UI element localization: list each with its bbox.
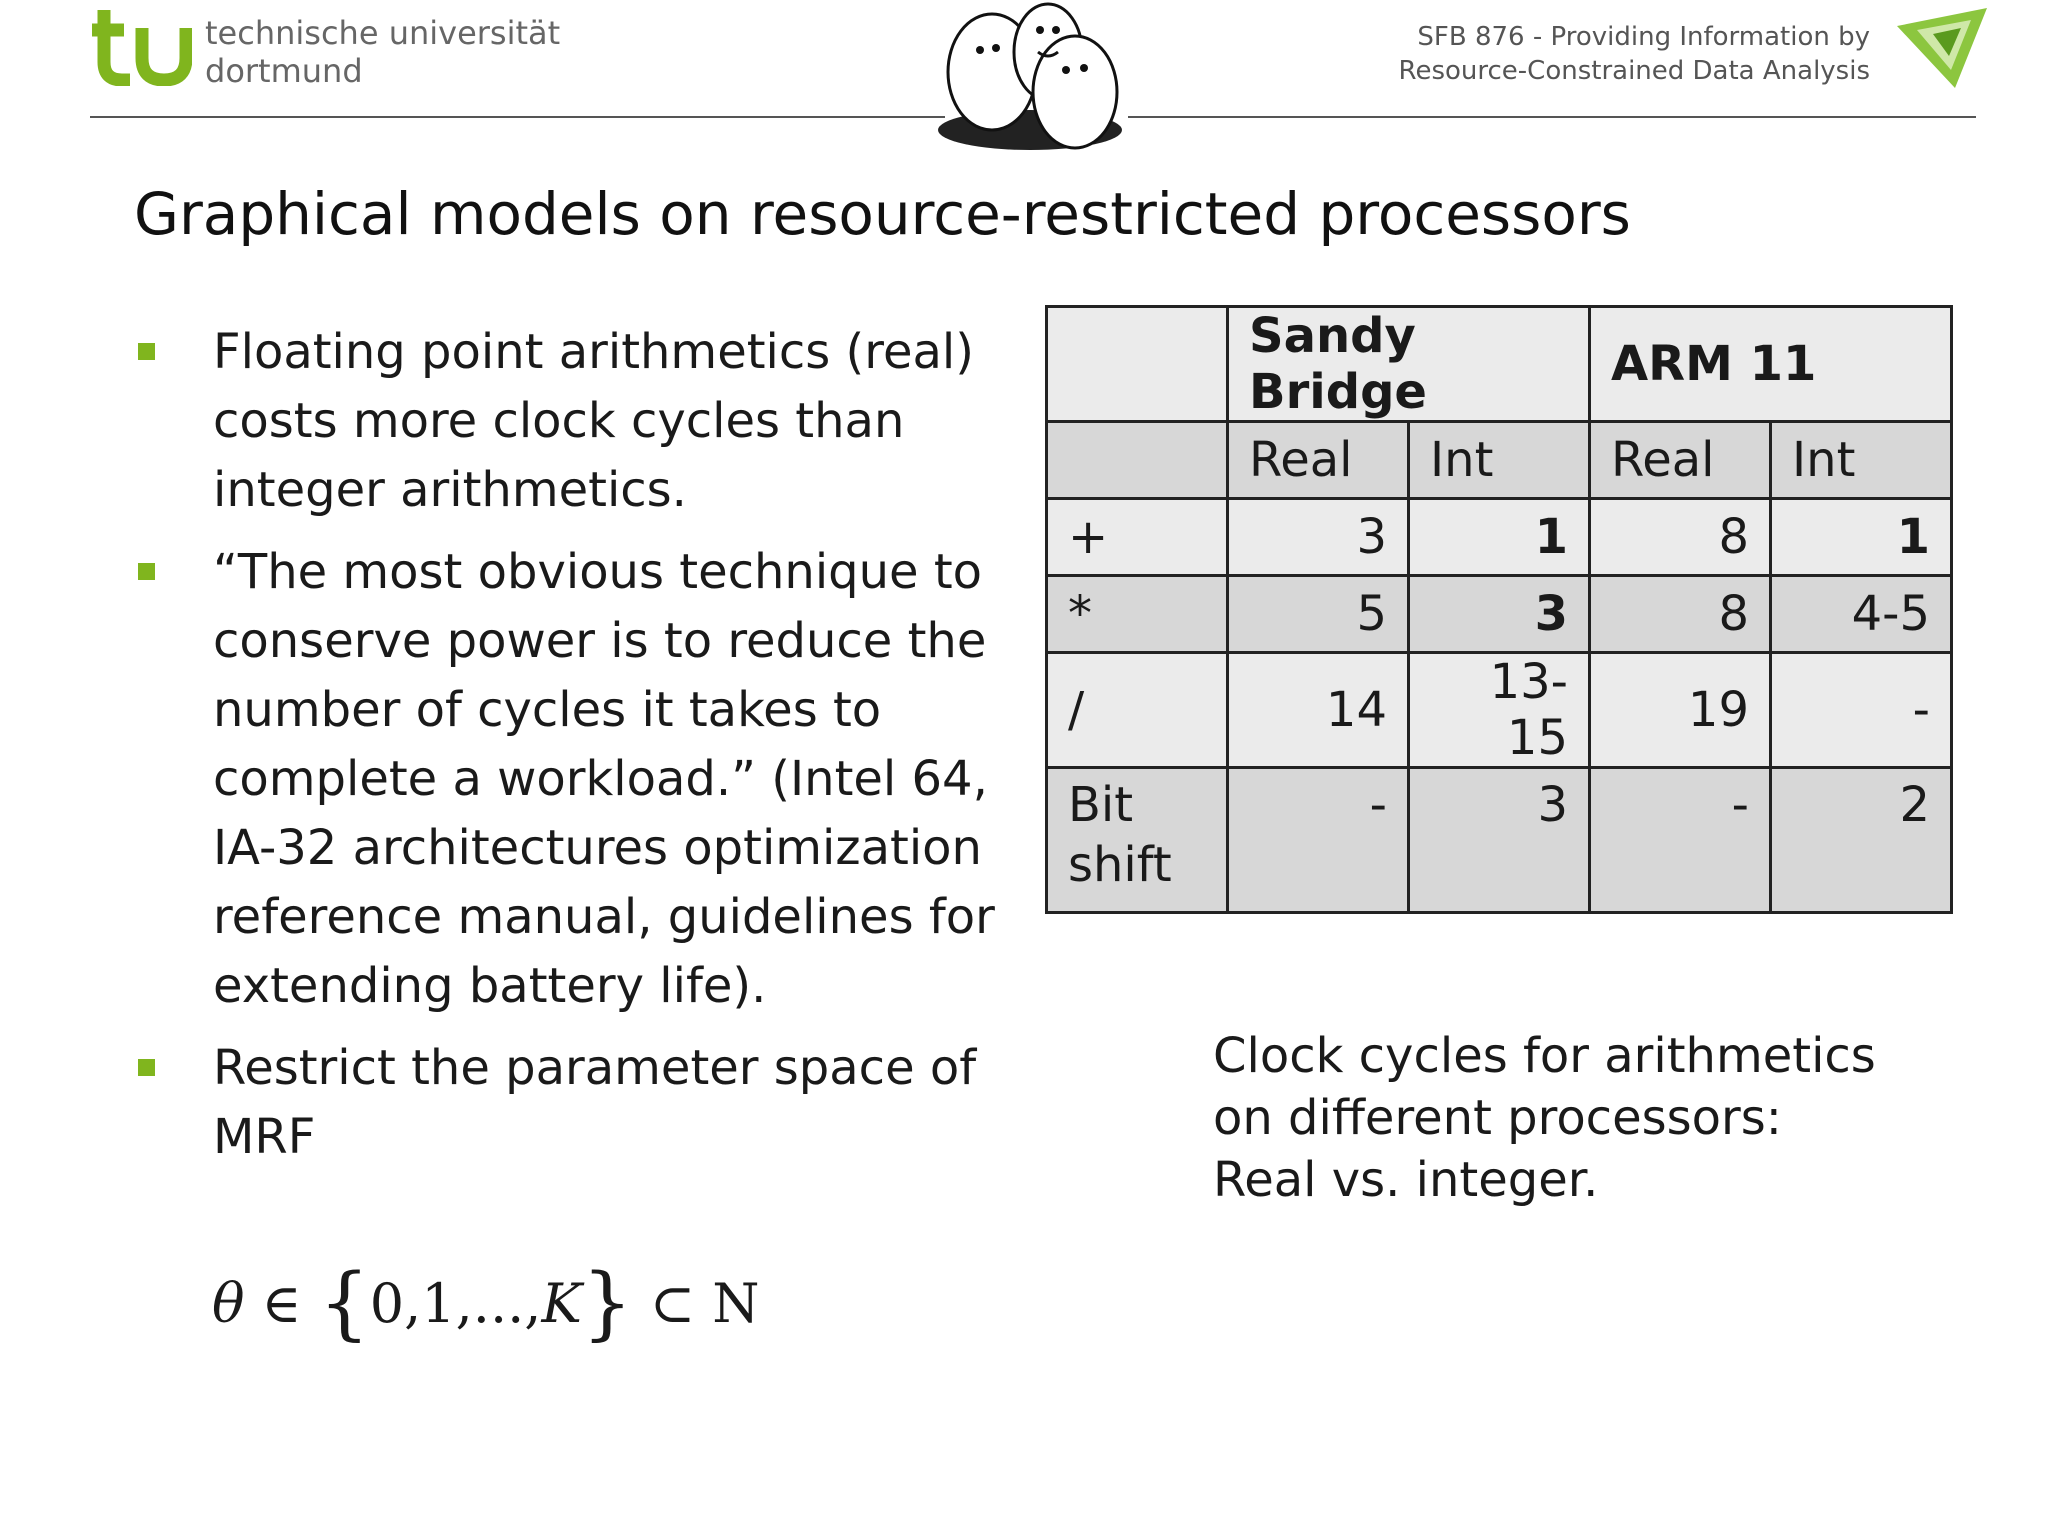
type-header: Int: [1409, 422, 1590, 499]
eggs-mascot-icon: [930, 0, 1130, 155]
table-corner-cell: [1047, 422, 1228, 499]
sfb-line-2: Resource-Constrained Data Analysis: [1398, 56, 1870, 86]
op-cell: Bit shift: [1047, 768, 1228, 913]
table-header-row: [1047, 307, 1952, 422]
type-header: Real: [1228, 422, 1409, 499]
clock-cycles-table: [1045, 305, 1953, 914]
value-cell: 19: [1590, 653, 1771, 768]
caption-line: Clock cycles for arithmetics: [1213, 1028, 1876, 1084]
formula-open-brace: {: [318, 1256, 370, 1349]
table-subheader-row: [1047, 422, 1952, 499]
value-cell: 8: [1590, 499, 1771, 576]
bullet-item: Floating point arithmetics (real) costs more clock cycles than integer arithmetics.: [134, 318, 1014, 525]
formula-k: K: [541, 1272, 582, 1335]
type-header: Real: [1590, 422, 1771, 499]
value-cell: 4-5: [1771, 576, 1952, 653]
type-header: Int: [1771, 422, 1952, 499]
header-rule-right: [1128, 116, 1976, 118]
table-corner-cell: [1047, 307, 1228, 422]
formula-close-brace: }: [581, 1256, 633, 1349]
formula-subset: ⊂ N: [632, 1272, 760, 1335]
university-line-2: dortmund: [205, 52, 363, 90]
value-cell: 2: [1771, 768, 1952, 913]
university-line-1: technische universität: [205, 14, 561, 52]
university-name: [205, 14, 560, 90]
formula-in: ∈: [244, 1272, 319, 1335]
sfb-logo-icon: [1893, 4, 1993, 94]
table-row: [1047, 576, 1952, 653]
value-cell: -: [1771, 653, 1952, 768]
bullet-item: “The most obvious technique to conserve power is to reduce the number of cycles it takes to complete a workload.” (Intel 64, IA-32 architectures optimization reference manual, guidelines for extending battery life).: [134, 538, 1014, 1021]
tu-logo: [90, 6, 192, 86]
bullet-list: [134, 318, 1014, 1176]
op-cell: *: [1047, 576, 1228, 653]
caption-line: Real vs. integer.: [1213, 1152, 1599, 1208]
table-row: [1047, 768, 1952, 913]
value-cell: 3: [1409, 768, 1590, 913]
value-cell: 5: [1228, 576, 1409, 653]
op-cell: /: [1047, 653, 1228, 768]
value-cell: -: [1590, 768, 1771, 913]
bullet-item: Restrict the parameter space of MRF: [134, 1034, 1014, 1172]
parameter-space-formula: [212, 1256, 760, 1349]
table-row: [1047, 499, 1952, 576]
value-cell: 1: [1771, 499, 1952, 576]
sfb-label: [1399, 20, 1870, 88]
value-cell: 3: [1228, 499, 1409, 576]
processor-header: ARM 11: [1590, 307, 1952, 422]
value-cell: 8: [1590, 576, 1771, 653]
slide-title: Graphical models on resource-restricted processors: [134, 180, 1631, 248]
processor-header: Sandy Bridge: [1228, 307, 1590, 422]
header-rule-left: [90, 116, 945, 118]
formula-set: 0,1,...,: [369, 1272, 542, 1335]
value-cell: -: [1228, 768, 1409, 913]
table-row: [1047, 653, 1952, 768]
op-cell: +: [1047, 499, 1228, 576]
table-caption: [1213, 1025, 1876, 1211]
caption-line: on different processors:: [1213, 1090, 1782, 1146]
value-cell: 13-15: [1409, 653, 1590, 768]
value-cell: 14: [1228, 653, 1409, 768]
value-cell: 1: [1409, 499, 1590, 576]
sfb-line-1: SFB 876 - Providing Information by: [1417, 22, 1870, 52]
value-cell: 3: [1409, 576, 1590, 653]
formula-theta: θ: [212, 1272, 245, 1335]
